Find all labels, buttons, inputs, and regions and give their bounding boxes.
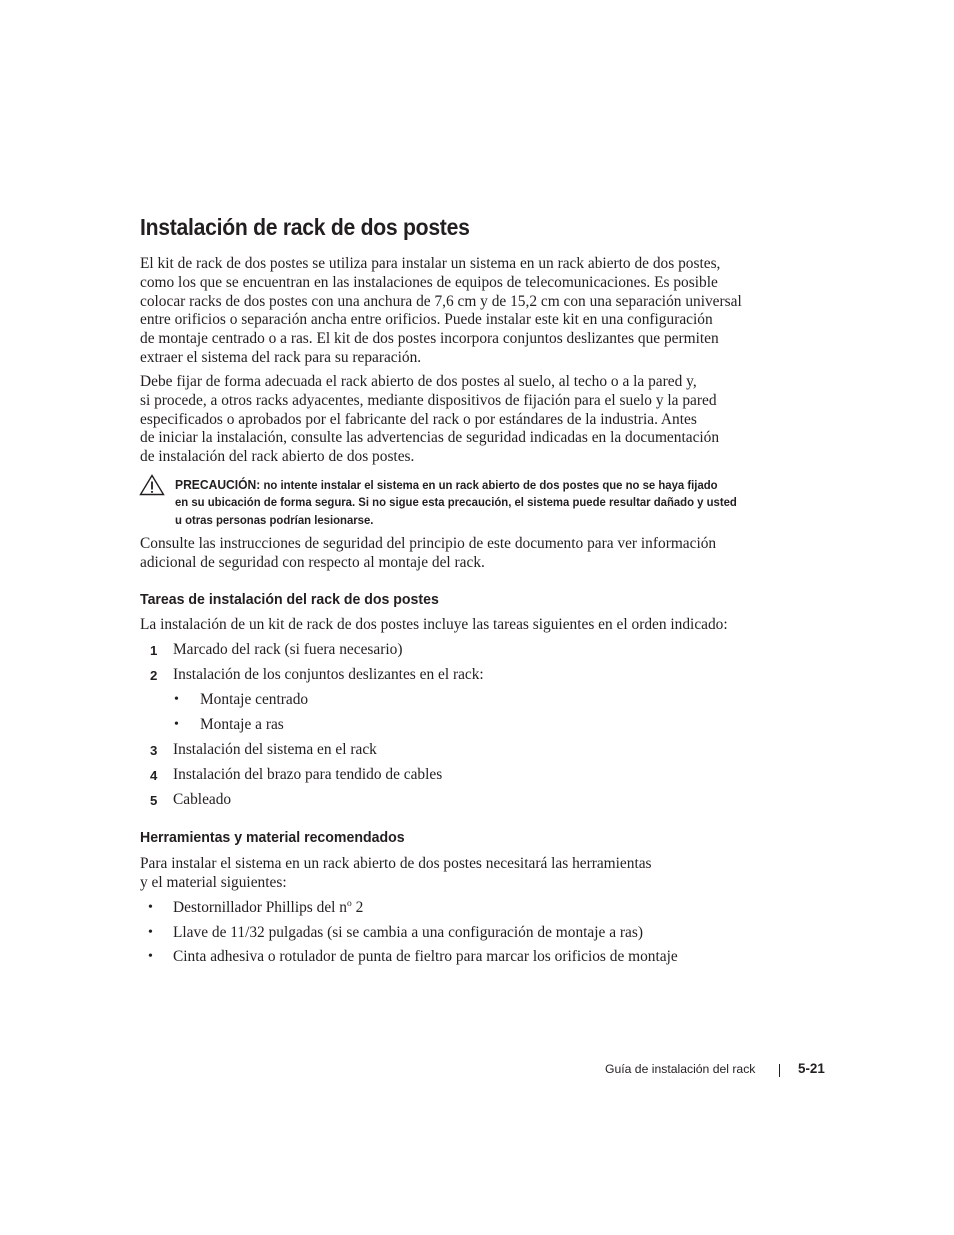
caution-text: en su ubicación de forma segura. Si no sigue esta precaución, el sistema puede resultar dañado y usted <box>175 495 737 510</box>
tasks-intro <box>140 616 728 635</box>
footer-divider <box>779 1064 780 1077</box>
safety-paragraph <box>140 535 716 573</box>
tool-item-text: Destornillador Phillips del n <box>173 899 347 916</box>
sub-item: Montaje centrado <box>200 691 309 708</box>
bullet-marker: • <box>174 692 179 707</box>
caution-notice <box>175 476 737 529</box>
text-line: extraer el sistema del rack para su reparación. <box>140 348 422 366</box>
step-item: Instalación de los conjuntos deslizantes en el rack: <box>173 666 484 683</box>
text-line: y el material siguientes: <box>140 873 287 891</box>
bullet-marker: • <box>148 949 153 964</box>
step-number: 4 <box>150 768 158 783</box>
caution-text: no intente instalar el sistema en un rack abierto de dos postes que no se haya fijado <box>263 478 718 492</box>
text-line: de instalación del rack abierto de dos postes. <box>140 448 415 466</box>
footer-guide-title: Guía de instalación del rack <box>605 1062 756 1076</box>
step-item: Cableado <box>173 791 232 808</box>
tool-item: Cinta adhesiva o rotulador de punta de fieltro para marcar los orificios de montaje <box>173 948 678 965</box>
step-number: 5 <box>150 793 158 808</box>
text-line: de iniciar la instalación, consulte las advertencias de seguridad indicadas en la documentación <box>140 429 720 447</box>
text-line: adicional de seguridad con respecto al montaje del rack. <box>140 553 485 571</box>
step-item: Marcado del rack (si fuera necesario) <box>173 641 403 658</box>
caution-text: u otras personas podrían lesionarse. <box>175 512 374 527</box>
intro-paragraph <box>140 255 742 368</box>
ordinal-superscript: o <box>347 899 352 909</box>
page-title: Instalación de rack de dos postes <box>140 214 470 240</box>
text-line: Consulte las instrucciones de seguridad del principio de este documento para ver información <box>140 535 717 552</box>
step-item: Instalación del sistema en el rack <box>173 741 377 758</box>
bullet-marker: • <box>148 900 153 915</box>
step-number: 2 <box>150 668 158 683</box>
bullet-marker: • <box>174 717 179 732</box>
text-line: como los que se encuentran en las instalaciones de equipos de telecomunicaciones. Es posible <box>140 273 718 291</box>
bullet-marker: • <box>148 925 153 940</box>
text-line: especificados o aprobados por el fabricante del rack o por estándares de la industria. Antes <box>140 410 697 428</box>
tool-item-number: 2 <box>351 899 364 916</box>
text-line: Debe fijar de forma adecuada el rack abierto de dos postes al suelo, al techo o a la pared y, <box>140 373 697 390</box>
text-line: Para instalar el sistema en un rack abierto de dos postes necesitará las herramientas <box>140 855 652 872</box>
tool-item: Llave de 11/32 pulgadas (si se cambia a una configuración de montaje a ras) <box>173 924 643 941</box>
sub-item: Montaje a ras <box>200 716 284 733</box>
step-number: 3 <box>150 743 158 758</box>
tools-intro <box>140 855 652 893</box>
page-number: 5-21 <box>798 1061 825 1076</box>
text-line: si procede, a otros racks adyacentes, mediante dispositivos de fijación para el suelo y la pared <box>140 391 717 409</box>
step-number: 1 <box>150 643 158 658</box>
text-line: La instalación de un kit de rack de dos postes incluye las tareas siguientes en el orden indicado: <box>140 616 728 633</box>
text-line: entre orificios o separación ancha entre orificios. Puede instalar este kit en una configuración <box>140 311 713 329</box>
step-item: Instalación del brazo para tendido de cables <box>173 766 443 783</box>
fixing-paragraph <box>140 373 719 467</box>
text-line: colocar racks de dos postes con una anchura de 7,6 cm y de 15,2 cm con una separación universal <box>140 292 742 310</box>
tool-item <box>173 899 363 917</box>
section-heading-tasks: Tareas de instalación del rack de dos postes <box>140 591 439 608</box>
text-line: de montaje centrado o a ras. El kit de dos postes incorpora conjuntos deslizantes que permiten <box>140 330 719 348</box>
warning-triangle-icon <box>139 474 165 496</box>
section-heading-tools: Herramientas y material recomendados <box>140 829 405 846</box>
caution-label: PRECAUCIÓN: <box>175 477 261 492</box>
text-line: El kit de rack de dos postes se utiliza para instalar un sistema en un rack abierto de dos postes, <box>140 255 721 272</box>
